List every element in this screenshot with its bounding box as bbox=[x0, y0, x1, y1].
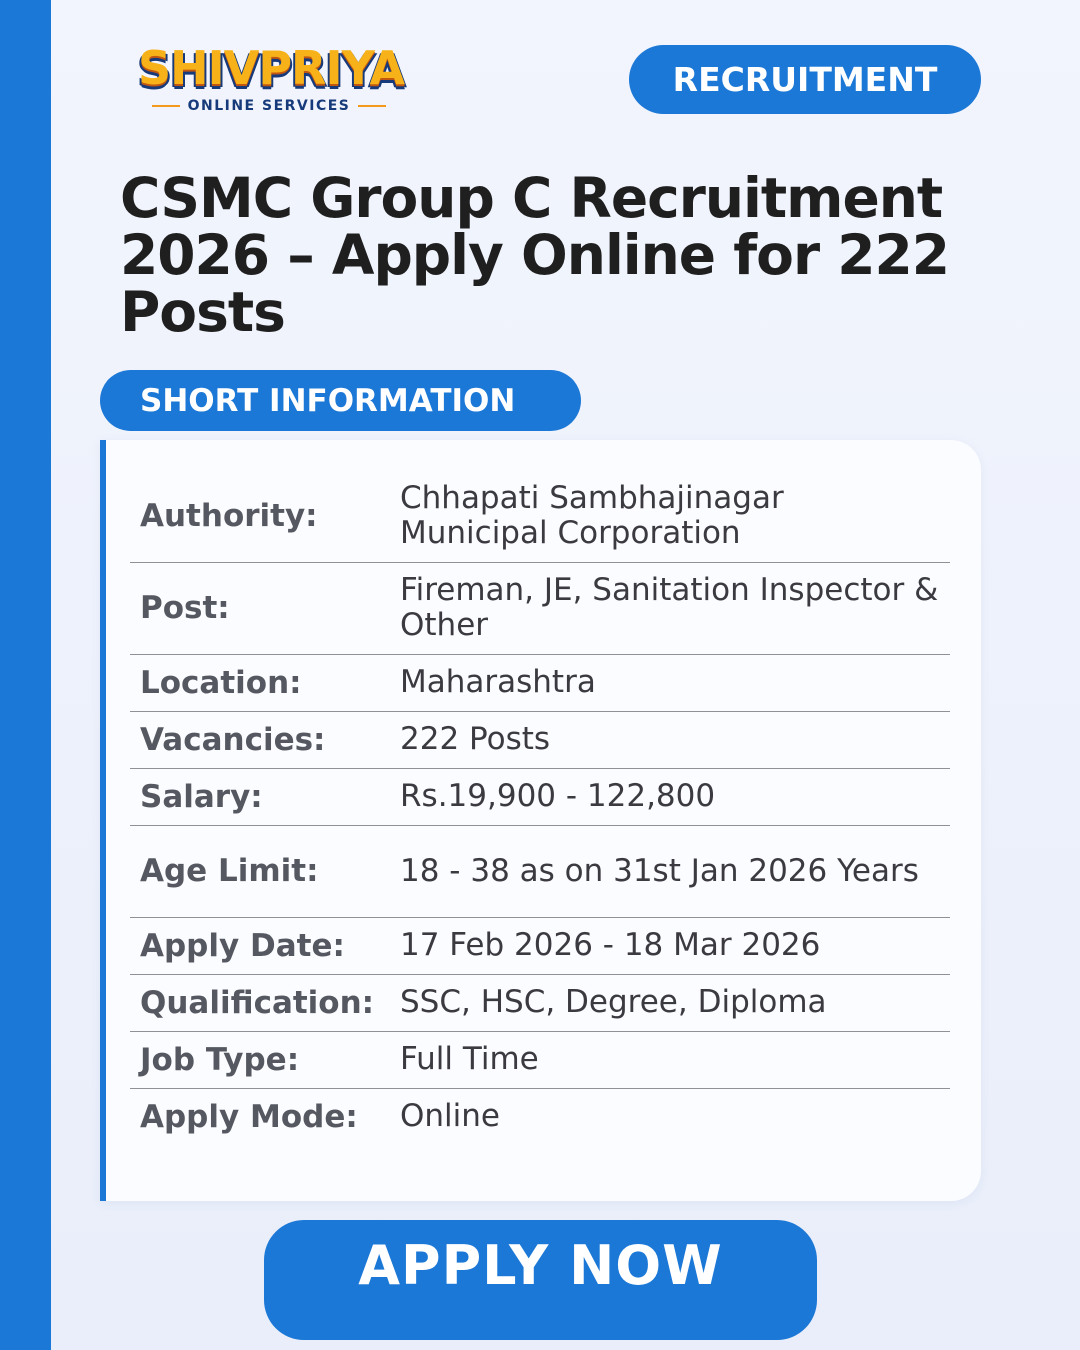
brand-name: SHIVPRIYA bbox=[138, 41, 405, 95]
row-label: Salary: bbox=[130, 768, 390, 825]
table-row-age-limit bbox=[130, 825, 950, 917]
row-value: Chhapati Sambhajinagar Municipal Corporation bbox=[390, 470, 950, 562]
row-label: Apply Date: bbox=[130, 917, 390, 974]
table-row-apply-mode bbox=[130, 1088, 950, 1145]
brand-tagline-row bbox=[138, 96, 400, 116]
row-value: Online bbox=[400, 1098, 500, 1135]
row-label: Post: bbox=[130, 562, 390, 654]
left-accent-bar bbox=[0, 0, 51, 1350]
page-title: CSMC Group C Recruitment 2026 – Apply Online for 222 Posts bbox=[120, 166, 950, 344]
table-row-job-type bbox=[130, 1031, 950, 1088]
row-value: 17 Feb 2026 - 18 Mar 2026 bbox=[390, 917, 950, 974]
row-value: 222 Posts bbox=[390, 711, 950, 768]
row-label: Qualification: bbox=[130, 974, 390, 1031]
brand-tagline: ONLINE SERVICES bbox=[187, 98, 351, 114]
table-row-post bbox=[130, 562, 950, 654]
row-value: Maharashtra bbox=[390, 654, 950, 711]
short-information-heading: SHORT INFORMATION bbox=[100, 370, 581, 431]
row-value: Rs.19,900 - 122,800 bbox=[390, 768, 950, 825]
row-label: Vacancies: bbox=[130, 711, 390, 768]
table-row-authority bbox=[130, 470, 950, 562]
row-value: Full Time bbox=[390, 1031, 950, 1088]
tagline-dash-right bbox=[358, 105, 386, 107]
row-value: Fireman, JE, Sanitation Inspector & Other bbox=[390, 562, 950, 654]
info-table bbox=[130, 470, 950, 1145]
recruitment-badge: RECRUITMENT bbox=[629, 45, 981, 114]
apply-now-button[interactable]: APPLY NOW bbox=[264, 1220, 817, 1340]
table-row-apply-date bbox=[130, 917, 950, 974]
row-label: Authority: bbox=[130, 470, 390, 562]
row-label: Location: bbox=[130, 654, 390, 711]
table-row-location bbox=[130, 654, 950, 711]
tagline-dash-left bbox=[152, 105, 180, 107]
row-label: Job Type: bbox=[130, 1031, 390, 1088]
row-value: 18 - 38 as on 31st Jan 2026 Years bbox=[390, 825, 950, 917]
table-row-qualification bbox=[130, 974, 950, 1031]
row-label: Apply Mode: bbox=[140, 1098, 358, 1135]
row-label: Age Limit: bbox=[130, 825, 390, 917]
info-card bbox=[100, 440, 981, 1201]
brand-logo bbox=[138, 38, 405, 118]
row-value: SSC, HSC, Degree, Diploma bbox=[390, 974, 950, 1031]
table-row-vacancies bbox=[130, 711, 950, 768]
table-row-salary bbox=[130, 768, 950, 825]
